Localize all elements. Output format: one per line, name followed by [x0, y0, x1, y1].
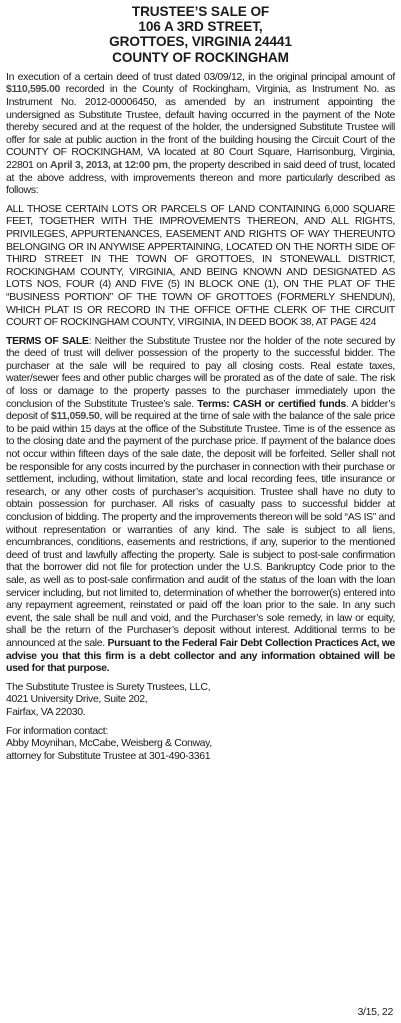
- publication-code: 3/15, 22: [357, 1006, 393, 1018]
- trustee-line-3: Fairfax, VA 22030.: [6, 705, 86, 718]
- sale-date: April 3, 2013, at 12:00 pm: [50, 158, 168, 171]
- title-line-2: 106 A 3RD STREET,: [138, 19, 263, 35]
- title-line-3: GROTTOES, VIRGINIA 24441: [109, 34, 292, 50]
- fdcpa-notice: Pursuant to the Federal Fair Debt Collection Practices Act, we advise you that this firm is a debt collector and any information obtained will be used for that purpose.: [6, 636, 395, 675]
- terms-text-2: . A bidder’s deposit of: [6, 397, 395, 423]
- terms-heading: TERMS OF SALE: [6, 334, 89, 347]
- execution-text-1: In execution of a certain deed of trust dated 03/09/12, in the original principal amount of: [6, 70, 395, 83]
- terms-text-1: : Neither the Substitute Trustee nor the holder of the note secured by the deed of trust will deliver possession of the property to the successful bidder. The purchaser at the sale will be required to pay all closing costs. Real estate taxes, water/sewer fees and other public charges will be prorated as of the date of sale. The risk of loss or damage to the property passes to the purchaser immediately upon the conclusion of the Substitute Trustee’s sale.: [6, 334, 395, 410]
- principal-amount: $110,595.00: [6, 83, 60, 96]
- trustee-line-1: The Substitute Trustee is Surety Trustees, LLC,: [6, 680, 211, 693]
- contact-line-1: For information contact:: [6, 724, 108, 737]
- execution-paragraph: [6, 71, 395, 197]
- property-description: ALL THOSE CERTAIN LOTS OR PARCELS OF LAND CONTAINING 6,000 SQUARE FEET, TOGETHER WITH THE IMPROVEMENTS THEREON, AND ALL RIGHTS, PRIVILEGES, APPURTENANCES, EASEMENT AND RIGHTS OF WAY THEREUNTO BELONGING OR IN ANYWISE APPERTAINING, LOCATED ON THE NORTH SIDE OF THIRD STREET IN THE TOWN OF GROTTOES, IN STONEWALL DISTRICT, ROCKINGHAM COUNTY, VIRGINIA, AND BEING KNOWN AND DESIGNATED AS LOTS NOS, FOUR (4) AND FIVE (5) IN BLOCK ONE (1), ON THE PLAT OF THE “BUSINESS PORTION” OF THE TOWN OF GROTTOES (FORMERLY SHENDUN), WHICH PLAT IS OR RECORD IN THE OFFICE OFTHE CLERK OF THE CIRCUIT COURT OF ROCKINGHAM COUNTY, VIRGINIA, IN DEED BOOK 38, AT PAGE 424: [6, 202, 395, 329]
- legal-notice: [6, 4, 395, 768]
- trustee-info: [6, 681, 395, 719]
- terms-text-3: , will be required at the time of sale with the balance of the sale price to be paid within 15 days at the office of the Substitute Trustee. Time is of the essence as to the closing date and the payment of the purchase price. If payment of the balance does not occur within fifteen days of the sale date, the deposit will be forfeited. Seller shall not be responsible for any costs incurred by the purchaser in connection with their purchase or settlement, including, without limitation, state and local recording fees, title insurance or research, or any other costs of purchaser’s acquisition. Trustee shall have no duty to obtain possession for purchaser. All risks of casualty pass to successful bidder at conclusion of bidding. The property and the improvements thereon will be sold “AS IS” and without representation or warranties of any kind. The sale is subject to all liens, encumbrances, conditions, easements and restrictions, if any, superior to the mentioned deed of trust and lawfully affecting the property. Sale is subject to post-sale confirmation that the borrower did not file for protection under the U.S. Bankruptcy Code prior to the sale, as well as to post-sale confirmation and audit of the status of the loan with the loan servicer including, but not limited to, determination of whether the borrower(s) entered into any repayment agreement, reinstated or paid off the loan prior to the sale. In any such event, the sale shall be null and void, and the Purchaser’s sole remedy, in law or equity, shall be the return of the Purchaser’s deposit without interest. Additional terms to be announced at the sale.: [6, 410, 395, 649]
- title-line-1: TRUSTEE’S SALE OF: [131, 4, 270, 19]
- deposit-amount: $11,059.50: [51, 410, 100, 423]
- execution-text-2: recorded in the County of Rockingham, Virginia, as Instrument No. as Instrument No. 2012-00006450, as amended by an instrument appointing the undersigned as Substitute Trustee, default having occurred in the payment of the Note thereby secured and at the request of the holder, the undersigned Substitute Trustee will offer for sale at public auction in the front of the building housing the Circuit Court of the COUNTY OF ROCKINGHAM, VA located at 80 Court Square, Harrisonburg, Virginia, 22801 on: [6, 83, 395, 171]
- contact-line-2: Abby Moynihan, McCabe, Weisberg & Conway,: [6, 737, 212, 750]
- execution-text-3: , the property described in said deed of trust, located at the above address, with improvements thereon and more particularly described as follows:: [6, 158, 395, 197]
- contact-line-3: attorney for Substitute Trustee at 301-490-3361: [6, 749, 211, 762]
- trustee-line-2: 4021 University Drive, Suite 202,: [6, 693, 148, 706]
- notice-title: [6, 4, 395, 65]
- cash-terms: Terms: CASH or certified funds: [197, 397, 346, 410]
- contact-info: [6, 725, 395, 763]
- title-line-4: COUNTY OF ROCKINGHAM: [112, 49, 289, 65]
- terms-paragraph: [6, 335, 395, 675]
